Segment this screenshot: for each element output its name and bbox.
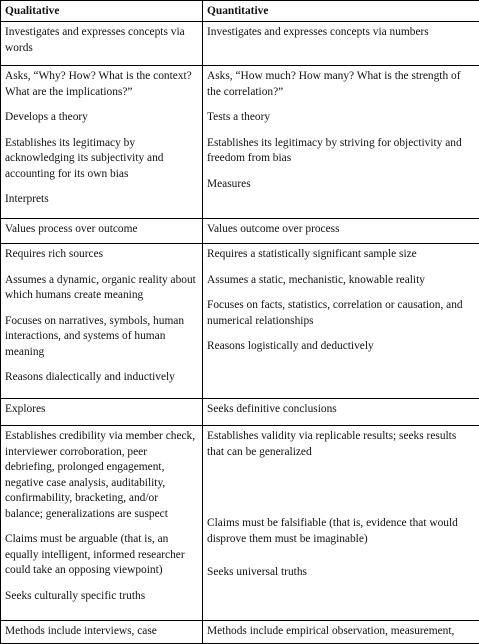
cell-text: Measures [207,177,475,193]
cell-text: Asks, “How much? How many? What is the strength of the correlation?” [207,69,475,100]
table-row [1,219,479,244]
cell-text: Establishes validity via replicable results; seeks results that can be generalized [207,429,475,506]
cell-text: Asks, “Why? How? What is the context? What are the implications?” [5,69,198,100]
table-row [1,399,479,426]
cell-text: Reasons logistically and deductively [207,339,475,355]
qualitative-cell [1,22,203,66]
qualitative-cell [1,244,203,399]
table-row [1,66,479,219]
cell-text: Develops a theory [5,110,198,126]
cell-text: Values process over outcome [5,222,198,238]
quantitative-cell [203,621,479,644]
cell-text: Seeks universal truths [207,565,475,581]
table-row [1,621,479,644]
cell-text: Assumes a static, mechanistic, knowable reality [207,273,475,289]
quantitative-cell [203,22,479,66]
qualitative-cell [1,399,203,426]
cell-text: Establishes its legitimacy by striving for objectivity and freedom from bias [207,136,475,167]
cell-text: Methods include empirical observation, measurement, [207,624,475,640]
cell-text: Claims must be arguable (that is, an equally intelligent, informed researcher could take an opposing viewpoint) [5,532,198,579]
cell-text: Establishes its legitimacy by acknowledging its subjectivity and accounting for its own bias [5,136,198,183]
cell-text: Claims must be falsifiable (that is, evidence that would disprove them must be imaginable) [207,516,475,555]
cell-text: Requires rich sources [5,247,198,263]
quantitative-cell [203,219,479,244]
header-quantitative: Quantitative [203,1,479,22]
header-qualitative: Qualitative [1,1,203,22]
qualitative-cell [1,219,203,244]
cell-text: Investigates and expresses concepts via words [5,25,198,56]
cell-text: Focuses on narratives, symbols, human interactions, and systems of human meaning [5,314,198,361]
cell-text: Focuses on facts, statistics, correlation or causation, and numerical relationships [207,298,475,329]
qualitative-cell [1,426,203,621]
cell-text: Interprets [5,192,198,208]
table-row [1,244,479,399]
table-row [1,426,479,621]
cell-text: Establishes credibility via member check, interviewer corroboration, peer debriefing, prolonged engagement, negative case analysis, auditability, confirmability, bracketing, and/or balance; generalizations are suspect [5,429,198,522]
cell-text: Explores [5,402,198,418]
quantitative-cell [203,399,479,426]
quantitative-cell [203,426,479,621]
cell-text: Requires a statistically significant sample size [207,247,475,263]
cell-text: Seeks definitive conclusions [207,402,475,418]
cell-text: Values outcome over process [207,222,475,238]
quantitative-cell [203,66,479,219]
cell-text: Methods include interviews, case [5,624,198,640]
quantitative-cell [203,244,479,399]
cell-text: Investigates and expresses concepts via numbers [207,25,475,41]
qualitative-cell [1,66,203,219]
qualitative-cell [1,621,203,644]
cell-text: Assumes a dynamic, organic reality about which humans create meaning [5,273,198,304]
cell-text: Reasons dialectically and inductively [5,370,198,386]
cell-text: Tests a theory [207,110,475,126]
table-row [1,22,479,66]
header-row [1,1,479,22]
cell-text: Seeks culturally specific truths [5,589,198,605]
